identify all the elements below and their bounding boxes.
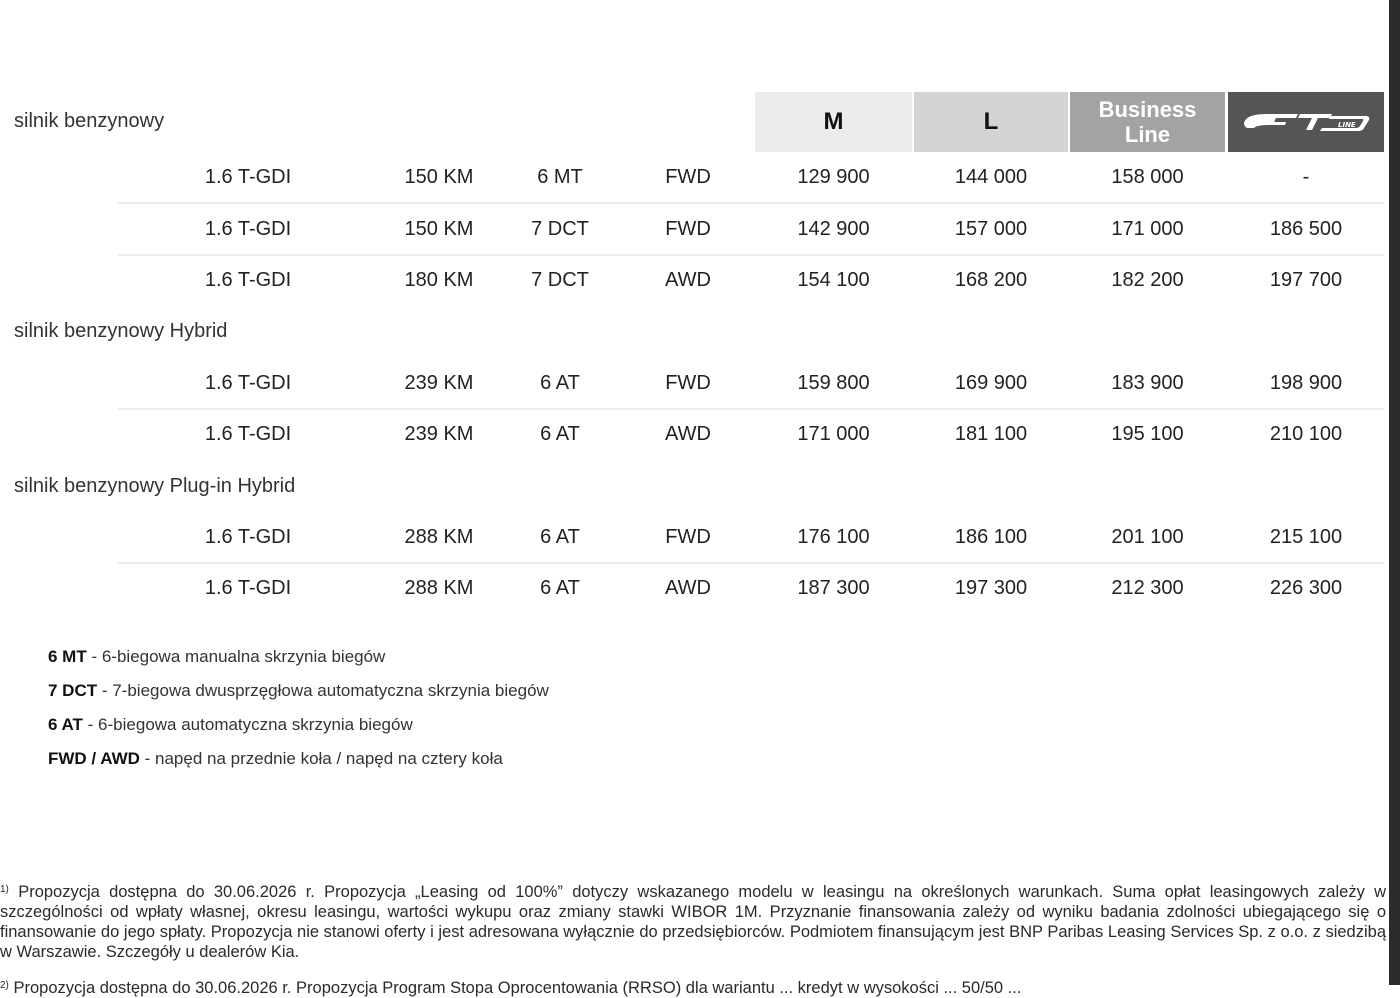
footnote-leasing — [0, 880, 1386, 962]
gearbox-cell: 7 DCT — [531, 269, 589, 291]
column-header-gt-line — [1228, 92, 1384, 152]
table-row — [0, 563, 1389, 613]
footnote-text: Propozycja dostępna do 30.06.2026 r. Propozycja „Leasing od 100%” dotyczy wskazanego modelu w leasingu na określonych warunkach. Suma opłat leasingowych zależy w szczególności od wpłaty własnej, okresu leasingu, wartości wykupu oraz zmiany stawki WIBOR 1M. Przyznanie finansowania zależy od wyniku badania zdolności ubiegającego się o finansowanie do jego spłaty. Propozycja nie stanowi oferty i jest adresowana wyłącznie do przedsiębiorców. Podmiotem finansującym jest BNP Paribas Leasing Services Sp. z o.o. z siedzibą w Warszawie. Szczegóły u dealerów Kia. — [0, 883, 1386, 961]
legend-key: 6 AT — [48, 715, 83, 734]
price-business-cell: 212 300 — [1111, 577, 1184, 599]
legend-item — [48, 647, 385, 667]
gearbox-cell: 6 AT — [540, 577, 580, 599]
engine-cell: 1.6 T-GDI — [204, 372, 292, 394]
engine-cell: 1.6 T-GDI — [204, 269, 292, 291]
price-business-cell: 171 000 — [1111, 218, 1184, 240]
engine-cell: 1.6 T-GDI — [204, 166, 292, 188]
legend-item — [48, 681, 549, 701]
table-row — [0, 409, 1389, 459]
footnote-text: Propozycja dostępna do 30.06.2026 r. Propozycja Program Stopa Oprocentowania (RRSO) dla wariantu ... kredyt w wysokości ... 50/50 ... — [13, 979, 1022, 997]
price-business-cell: 182 200 — [1111, 269, 1184, 291]
legend-text: - 7-biegowa dwusprzęgłowa automatyczna skrzynia biegów — [97, 681, 549, 700]
gearbox-cell: 6 MT — [537, 166, 583, 188]
table-row — [0, 358, 1389, 408]
power-cell: 239 KM — [404, 372, 474, 394]
power-cell: 288 KM — [404, 526, 474, 548]
gearbox-cell: 7 DCT — [531, 218, 589, 240]
footnote-marker: 1) — [0, 884, 9, 895]
price-l-cell: 186 100 — [954, 526, 1028, 548]
gearbox-cell: 6 AT — [540, 526, 580, 548]
price-l-cell: 157 000 — [954, 218, 1028, 240]
price-m-cell: 171 000 — [797, 423, 870, 445]
column-header-l: L — [914, 92, 1068, 152]
price-m-cell: 176 100 — [797, 526, 870, 548]
price-gt-line-cell: 198 900 — [1269, 372, 1343, 394]
legend-text: - 6-biegowa automatyczna skrzynia biegów — [82, 715, 413, 734]
section-title-petrol: silnik benzynowy — [14, 110, 165, 132]
business-line-word-1: Business — [1098, 97, 1197, 122]
price-m-cell: 129 900 — [797, 166, 870, 188]
legend-text: - 6-biegowa manualna skrzynia biegów — [86, 647, 386, 666]
price-gt-line-cell: 186 500 — [1269, 218, 1343, 240]
price-gt-line-cell: 210 100 — [1269, 423, 1343, 445]
price-m-cell: 187 300 — [797, 577, 870, 599]
table-row — [0, 512, 1389, 562]
column-header-m: M — [755, 92, 912, 152]
price-m-cell: 154 100 — [797, 269, 870, 291]
legend-key: FWD / AWD — [48, 749, 140, 768]
svg-text:LINE: LINE — [1338, 121, 1356, 129]
price-l-cell: 168 200 — [954, 269, 1028, 291]
price-gt-line-cell: 197 700 — [1269, 269, 1343, 291]
price-l-cell: 181 100 — [954, 423, 1028, 445]
legend-key: 7 DCT — [48, 681, 98, 700]
price-gt-line-cell: 215 100 — [1269, 526, 1343, 548]
business-line-word-2: Line — [1124, 122, 1171, 147]
legend-text: - napęd na przednie koła / napęd na cztery koła — [139, 749, 503, 768]
drive-cell: AWD — [665, 269, 711, 291]
price-l-cell: 144 000 — [954, 166, 1028, 188]
drive-cell: FWD — [665, 372, 711, 394]
legend-item — [48, 715, 413, 735]
drive-cell: FWD — [665, 166, 711, 188]
price-business-cell: 201 100 — [1111, 526, 1184, 548]
engine-cell: 1.6 T-GDI — [204, 526, 292, 548]
power-cell: 288 KM — [404, 577, 474, 599]
gt-line-logo-icon — [1240, 107, 1372, 137]
price-m-cell: 159 800 — [797, 372, 870, 394]
engine-cell: 1.6 T-GDI — [204, 218, 292, 240]
power-cell: 180 KM — [404, 269, 474, 291]
power-cell: 239 KM — [404, 423, 474, 445]
gearbox-cell: 6 AT — [540, 423, 580, 445]
price-m-cell: 142 900 — [797, 218, 870, 240]
table-row — [0, 204, 1389, 254]
price-l-cell: 197 300 — [954, 577, 1028, 599]
footnote-marker: 2) — [0, 980, 9, 991]
column-header-business-line — [1070, 92, 1225, 152]
engine-cell: 1.6 T-GDI — [204, 423, 292, 445]
table-row — [0, 255, 1389, 305]
drive-cell: FWD — [665, 218, 711, 240]
gearbox-cell: 6 AT — [540, 372, 580, 394]
power-cell: 150 KM — [404, 166, 474, 188]
drive-cell: AWD — [665, 423, 711, 445]
price-gt-line-cell: - — [1302, 166, 1310, 188]
section-title-plugin-hybrid: silnik benzynowy Plug-in Hybrid — [14, 475, 296, 497]
table-row — [0, 152, 1389, 202]
engine-cell: 1.6 T-GDI — [204, 577, 292, 599]
footnote-2 — [0, 976, 1386, 998]
scrollbar[interactable] — [1389, 0, 1400, 985]
price-business-cell: 183 900 — [1111, 372, 1184, 394]
price-l-cell: 169 900 — [954, 372, 1028, 394]
section-title-hybrid: silnik benzynowy Hybrid — [14, 320, 228, 342]
legend-key: 6 MT — [48, 647, 87, 666]
legend-item — [48, 749, 503, 769]
power-cell: 150 KM — [404, 218, 474, 240]
price-business-cell: 158 000 — [1111, 166, 1184, 188]
drive-cell: AWD — [665, 577, 711, 599]
price-gt-line-cell: 226 300 — [1269, 577, 1343, 599]
drive-cell: FWD — [665, 526, 711, 548]
price-business-cell: 195 100 — [1111, 423, 1184, 445]
